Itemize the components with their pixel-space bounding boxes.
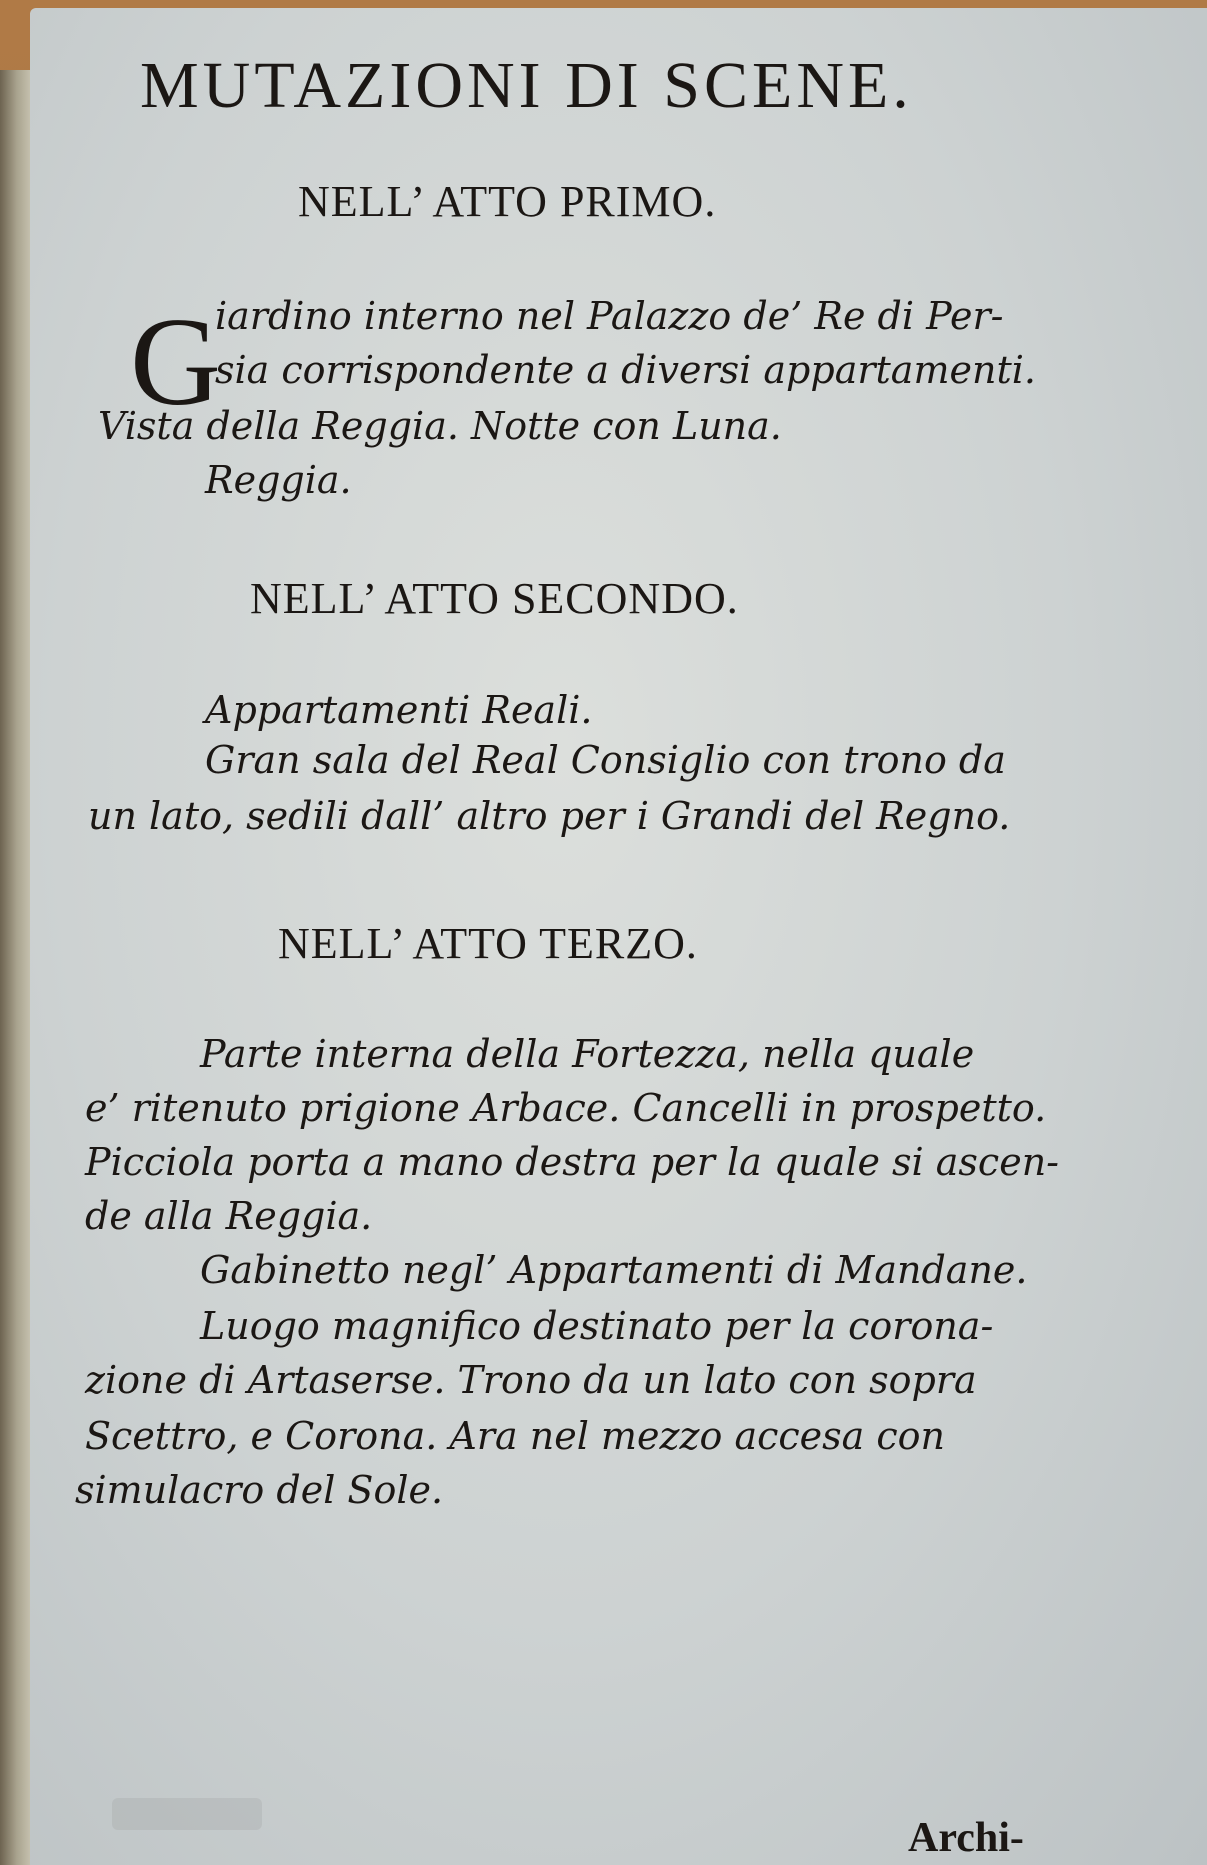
- act-3-heading: NELL’ ATTO TERZO.: [278, 919, 698, 968]
- act-3-line: zione di Artaserse. Trono da un lato con sopra: [85, 1358, 977, 1402]
- act-3-line: Gabinetto negl’ Appartamenti di Mandane.: [200, 1248, 1028, 1292]
- drop-cap: G: [130, 293, 221, 432]
- faded-marking: [112, 1798, 262, 1830]
- act-1-line: Reggia.: [205, 458, 352, 502]
- catchword: Archi-: [908, 1815, 1024, 1861]
- act-3-line: simulacro del Sole.: [75, 1468, 444, 1512]
- act-3-line: e’ ritenuto prigione Arbace. Cancelli in prospetto.: [85, 1086, 1047, 1130]
- act-1-line: sia corrispondente a diversi appartamenti.: [215, 348, 1036, 392]
- act-3-line: Picciola porta a mano destra per la quale si ascen-: [85, 1140, 1060, 1184]
- book-page: [30, 8, 1207, 1865]
- act-1-heading: NELL’ ATTO PRIMO.: [298, 177, 717, 226]
- act-2-line: Gran sala del Real Consiglio con trono da: [205, 738, 1006, 782]
- act-2-heading: NELL’ ATTO SECONDO.: [250, 574, 739, 623]
- act-1-line: iardino interno nel Palazzo de’ Re di Per-: [215, 294, 1004, 338]
- act-1-line: Vista della Reggia. Notte con Luna.: [98, 404, 782, 448]
- act-3-line: de alla Reggia.: [85, 1194, 373, 1238]
- act-3-line: Luogo magnifico destinato per la corona-: [200, 1304, 994, 1348]
- act-2-line: un lato, sedili dall’ altro per i Grandi del Regno.: [88, 794, 1011, 838]
- act-2-line: Appartamenti Reali.: [205, 688, 593, 732]
- act-3-line: Scettro, e Corona. Ara nel mezzo accesa con: [85, 1414, 946, 1458]
- page-title: MUTAZIONI DI SCENE.: [140, 49, 913, 122]
- act-3-line: Parte interna della Fortezza, nella quale: [200, 1032, 975, 1076]
